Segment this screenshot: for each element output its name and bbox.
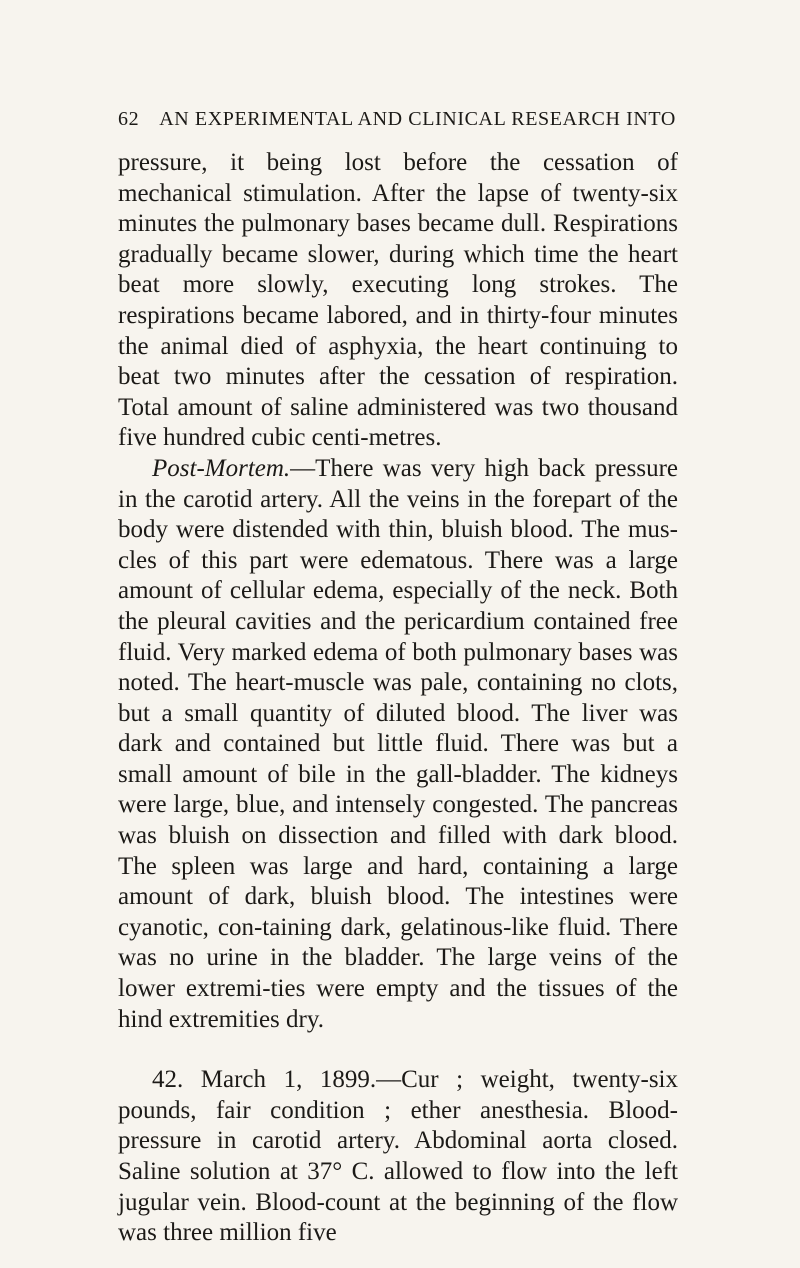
postmortem-text: —There was very high back pressure in the carotid artery. All the veins in the forepart of the body were distended with thin, bluish blood. The mus-cles of this part were edematous. There was a large amount of cellular edema, especially of the neck. Both the pleural cavities and the pericardium contained free fluid. Very marked edema of both pulmonary bases was noted. The heart-muscle was pale, containing no clots, but a small quantity of diluted blood. The liver was dark and contained but little fluid. There was but a small amount of bile in the gall-bladder. The kidneys were large, blue, and intensely congested. The pancreas was bluish on dissection and filled with dark blood. The spleen was large and hard, containing a large amount of dark, bluish blood. The intestines were cyanotic, con-taining dark, gelatinous-like fluid. There was no urine in the bladder. The large veins of the lower extremi-ties were empty and the tissues of the hind extremities dry. (118, 454, 678, 1033)
page-number: 62 (118, 108, 140, 130)
postmortem-heading: Post-Mortem. (152, 454, 291, 482)
body-text (118, 148, 678, 1249)
paragraph-postmortem (118, 454, 678, 1035)
running-title: AN EXPERIMENTAL AND CLINICAL RESEARCH INTO (159, 108, 676, 130)
running-header (118, 108, 678, 131)
paragraph-experiment-42: 42. March 1, 1899.—Cur ; weight, twenty-six pounds, fair condition ; ether anesthesia. Blood-pressure in carotid artery. Abdominal aorta closed. Saline solution at 37° C. allowed to flow into the left jugular vein. Blood-count at the beginning of the flow was three million five (118, 1066, 678, 1247)
paragraph-continuation: pressure, it being lost before the cessation of mechanical stimulation. After the lapse of twenty-six minutes the pulmonary bases became dull. Respirations gradually became slower, during which time the heart beat more slowly, executing long strokes. The respirations became labored, and in thirty-four minutes the animal died of asphyxia, the heart continuing to beat two minutes after the cessation of respiration. Total amount of saline administered was two thousand five hundred cubic centi-metres. (118, 149, 678, 452)
